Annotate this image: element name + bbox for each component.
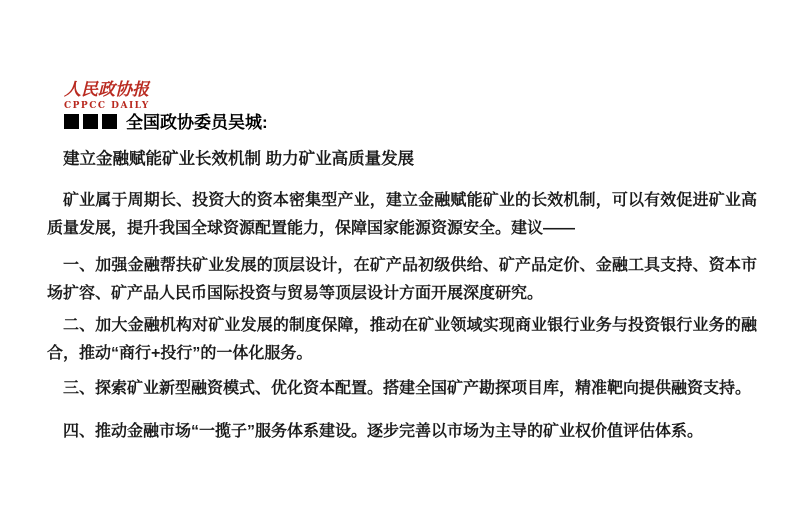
cppcc-daily-logo: [64, 80, 757, 111]
article-headline: 建立金融赋能矿业长效机制 助力矿业高质量发展: [63, 150, 415, 168]
black-square-icon: [83, 114, 98, 129]
article-paragraph-point-2: 二、加大金融机构对矿业发展的制度保障，推动在矿业领域实现商业银行业务与投资银行业务的融合，推动“商行+投行”的一体化服务。: [47, 317, 757, 362]
article-paragraph-point-4: 四、推动金融市场“一揽子”服务体系建设。逐步完善以市场为主导的矿业权价值评估体系。: [63, 423, 704, 440]
byline: [47, 109, 757, 137]
article-paragraph-point-3: 三、探索矿业新型融资模式、优化资本配置。搭建全国矿产勘探项目库，精准靶向提供融资支持。: [63, 380, 752, 397]
logo-chinese-wordmark: 人民政协报: [64, 80, 149, 100]
logo-english-subtitle: CPPCC DAILY: [64, 101, 150, 111]
article-paragraph-intro: 矿业属于周期长、投资大的资本密集型产业，建立金融赋能矿业的长效机制，可以有效促进矿业高质量发展，提升我国全球资源配置能力，保障国家能源资源安全。建议——: [47, 192, 757, 237]
byline-text: 全国政协委员吴城:: [126, 113, 268, 132]
black-square-icon: [64, 114, 79, 129]
article-paragraph-point-1: 一、加强金融帮扶矿业发展的顶层设计，在矿产品初级供给、矿产品定价、金融工具支持、资本市场扩容、矿产品人民币国际投资与贸易等顶层设计方面开展深度研究。: [47, 257, 757, 302]
article-content: [47, 80, 757, 446]
black-square-icon: [102, 114, 117, 129]
